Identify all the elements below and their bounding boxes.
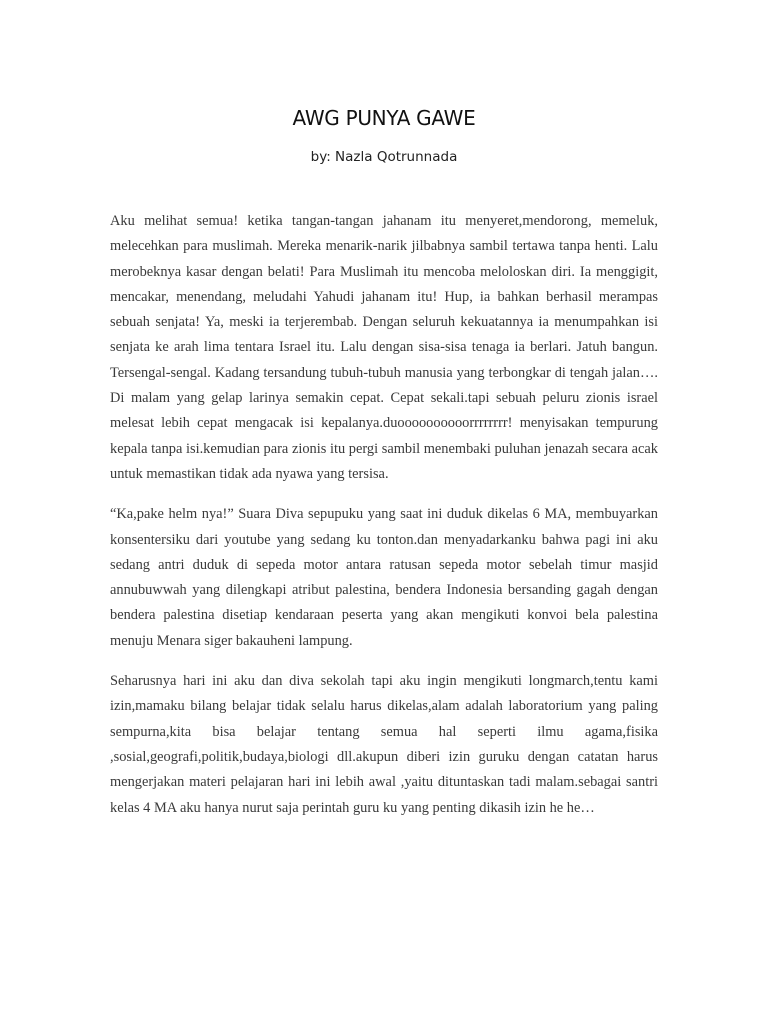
- author-byline: by: Nazla Qotrunnada: [310, 149, 458, 165]
- document-title: AWG PUNYA GAWE: [292, 106, 476, 130]
- paragraph-3: Seharusnya hari ini aku dan diva sekolah tapi aku ingin mengikuti longmarch,tentu kami izin,mamaku bilang belajar tidak selalu harus dikelas,alam adalah laboratorium yang paling sempurna,kita bisa belajar tentang semua hal seperti ilmu agama,fisika ,sosial,geografi,politik,budaya,biologi dll.akupun diberi izin guruku dengan catatan harus mengerjakan materi pelajaran hari ini lebih awal ,yaitu dituntaskan tadi malam.sebagai santri kelas 4 MA aku hanya nurut saja perintah guru ku yang penting dikasih izin he he…: [110, 673, 658, 816]
- paragraph-2: “Ka,pake helm nya!” Suara Diva sepupuku yang saat ini duduk dikelas 6 MA, membuyarkan konsentersiku dari youtube yang sedang ku tonton.dan menyadarkanku bahwa pagi ini aku sedang antri duduk di sepeda motor antara ratusan sepeda motor sebelah timur masjid annubuwwah yang dilengkapi atribut palestina, bendera Indonesia bersanding gagah dengan bendera palestina disetiap kendaraan peserta yang akan mengikuti konvoi bela palestina menuju Menara siger bakauheni lampung.: [110, 506, 658, 649]
- paragraph-1: Aku melihat semua! ketika tangan-tangan jahanam itu menyeret,mendorong, memeluk, melecehkan para muslimah. Mereka menarik-narik jilbabnya sambil tertawa tanpa henti. Lalu merobeknya kasar dengan belati! Para Muslimah itu mencoba meloloskan diri. Ia menggigit, mencakar, menendang, meludahi Yahudi jahanam itu! Hup, ia bahkan berhasil merampas sebuah senjata! Ya, meski ia terjerembab. Dengan seluruh kekuatannya ia menumpahkan isi senjata ke arah lima tentara Israel itu. Lalu dengan sisa-sisa tenaga ia berlari. Jatuh bangun. Tersengal-sengal. Kadang tersandung tubuh-tubuh manusia yang terbongkar di tengah jalan…. Di malam yang gelap larinya semakin cepat. Cepat sekali.tapi sebuah peluru zionis israel melesat lebih cepat mengacak isi kepalanya.duoooooooooorrrrrrrr! menyisakan tempurung kepala tanpa isi.kemudian para zionis itu pergi sambil menembaki puluhan jenazah secara acak untuk memastikan tidak ada nyawa yang tersisa.: [110, 213, 658, 482]
- story-body: [110, 209, 658, 836]
